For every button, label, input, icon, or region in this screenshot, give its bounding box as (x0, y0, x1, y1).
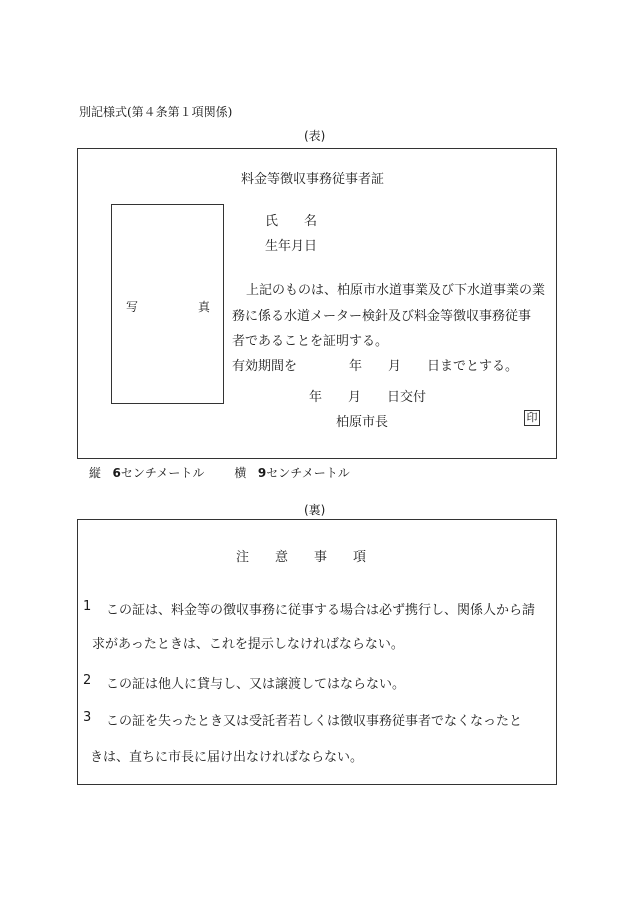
card-title: 料金等徴収事務従事者証 (241, 172, 385, 187)
card-dimensions (89, 464, 350, 481)
certification-line-3: 者であることを証明する。 (232, 334, 389, 349)
certification-line-2: 務に係る水道メーター検針及び料金等徴収事務従事 (232, 309, 532, 324)
note-number: 1 (83, 599, 92, 614)
note-number: 3 (83, 710, 92, 725)
note-text-line: この証は他人に貸与し、又は譲渡してはならない。 (106, 677, 406, 692)
horizontal-label: 横 (234, 466, 247, 480)
issue-date: 年 月 日交付 (309, 390, 427, 405)
note-number: 2 (83, 673, 92, 688)
name-field-label: 氏 名 (265, 214, 318, 229)
birthdate-field-label: 生年月日 (265, 239, 318, 254)
note-text-line: この証を失ったとき又は受託者若しくは徴収事務従事者でなくなったと (106, 714, 523, 729)
issuer-mayor: 柏原市長 (336, 415, 389, 430)
note-text-line: きは、直ちに市長に届け出なければならない。 (90, 750, 364, 765)
form-reference-note: 別記様式(第４条第１項関係) (79, 105, 233, 119)
horizontal-value: 9 (257, 466, 267, 480)
vertical-value: 6 (112, 466, 121, 480)
notes-title: 注 意 事 項 (236, 550, 367, 565)
front-side-label: (表) (304, 129, 326, 143)
validity-period: 有効期間を 年 月 日までとする。 (232, 359, 519, 374)
vertical-unit: センチメートル (120, 466, 205, 480)
seal-mark: 印 (524, 410, 540, 426)
vertical-label: 縦 (89, 466, 102, 480)
photo-label-left: 写 (126, 300, 139, 314)
photo-label-right: 真 (198, 300, 211, 314)
back-side-label: (裏) (304, 503, 326, 517)
certification-line-1: 上記のものは、柏原市水道事業及び下水道事業の業 (246, 283, 546, 298)
note-text-line: この証は、料金等の徴収事務に従事する場合は必ず携行し、関係人から請 (106, 603, 536, 618)
horizontal-unit: センチメートル (266, 466, 350, 480)
note-text-line: 求があったときは、これを提示しなければならない。 (92, 637, 404, 652)
